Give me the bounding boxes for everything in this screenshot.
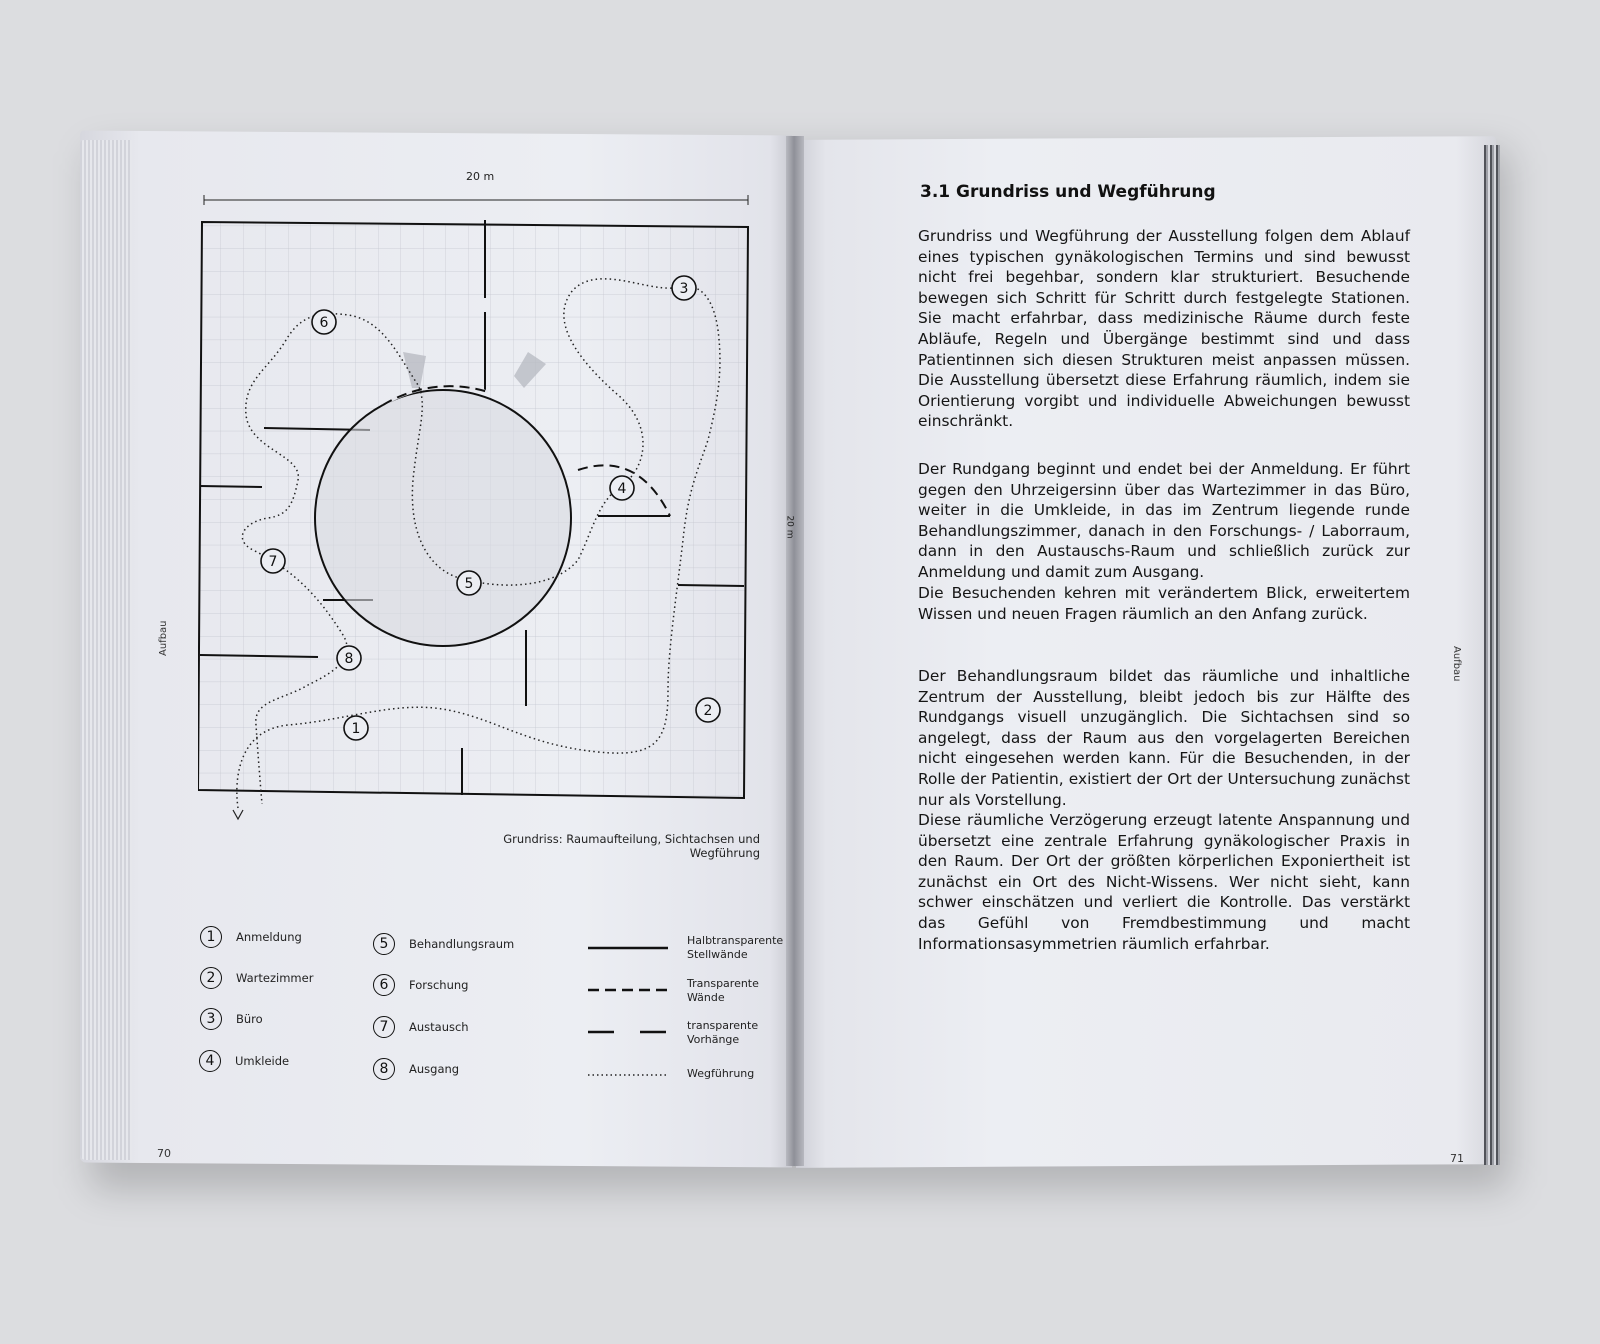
marker-8 <box>337 646 361 670</box>
floorplan-caption: Grundriss: Raumaufteilung, Sichtachsen und Wegführung <box>503 832 760 860</box>
legend-room-6 <box>373 974 468 996</box>
section-heading: 3.1 Grundriss und Wegführung <box>920 182 1216 202</box>
left-running-head: Aufbau <box>158 620 169 656</box>
legend-room-2 <box>200 967 313 989</box>
legend-number-circle: 2 <box>200 967 222 989</box>
legend-room-5 <box>373 933 514 955</box>
legend-room-label: Wartezimmer <box>236 971 314 985</box>
paragraph-text: Der Behandlungsraum bildet das räumliche und inhaltliche Zentrum der Ausstellung, bleibt jedoch bis zur Hälfte des Rundgangs visuell unzugänglich. Die Sichtachsen sind so angelegt, dass der Raum aus den vorgelagerten Bereichen nicht eingesehen werden kann. Für die Besuchenden, in der Rolle der Patientin, existiert der Ort der Untersuchung zunächst nur als Vorstellung. <box>918 667 1410 809</box>
body-paragraph-4 <box>918 666 1410 810</box>
legend-room-label: Büro <box>236 1012 263 1026</box>
legend-room-4 <box>199 1050 289 1072</box>
svg-text:3: 3 <box>679 281 689 297</box>
marker-6 <box>312 310 336 334</box>
legend-room-3 <box>200 1008 263 1030</box>
marker-7 <box>261 549 285 573</box>
right-page-number: 71 <box>1450 1152 1464 1165</box>
svg-text:8: 8 <box>344 651 354 667</box>
legend-room-label: Ausgang <box>409 1062 460 1076</box>
svg-text:5: 5 <box>464 576 474 592</box>
legend-room-1 <box>200 926 302 948</box>
svg-text:4: 4 <box>617 481 627 497</box>
floorplan-diagram <box>198 180 768 830</box>
marker-5 <box>457 571 481 595</box>
body-paragraph-3 <box>918 583 1410 624</box>
marker-4 <box>610 476 634 500</box>
paragraph-text: Der Rundgang beginnt und endet bei der Anmeldung. Er führt gegen den Uhrzeigersinn über das Wartezimmer in das Büro, weiter in die Umkleide, in das im Zentrum liegende runde Behandlungszimmer, danach in den Forschungs- / Laborraum, dann in den Austauschs-Raum und schließlich zurück zur Anmeldung und damit zum Ausgang. <box>918 460 1410 581</box>
body-paragraph-2 <box>918 459 1410 583</box>
legend-line-label-long-dashed: transparente Vorhänge <box>687 1019 759 1046</box>
legend-room-label: Forschung <box>409 978 469 992</box>
right-page-edges <box>1484 145 1500 1165</box>
svg-text:1: 1 <box>351 721 361 737</box>
legend-number-circle: 3 <box>200 1008 222 1030</box>
legend-number-circle: 8 <box>373 1058 395 1080</box>
body-paragraph-1 <box>918 226 1410 432</box>
exit-arrow <box>233 810 243 819</box>
svg-text:2: 2 <box>703 703 713 719</box>
legend-room-label: Behandlungsraum <box>409 937 515 951</box>
legend-number-circle: 5 <box>373 933 395 955</box>
marker-2 <box>696 698 720 722</box>
paragraph-text: Diese räumliche Verzögerung erzeugt latente Anspannung und übersetzt eine zentrale Erfahrung gynäkologischer Praxis in den Raum. Der Ort der größten körperlichen Exponiertheit ist zunächst ein Ort des Nicht-Wissens. Wer nicht sieht, kann schwer einschätzen und verliert die Kontrolle. Das verstärkt das Gefühl von Fremdbestimmung und macht Informationsasymmetrien räumlich erfahrbar. <box>918 811 1410 953</box>
legend-room-label: Austausch <box>409 1020 469 1034</box>
legend-number-circle: 4 <box>199 1050 221 1072</box>
left-page-number: 70 <box>157 1147 171 1160</box>
treatment-room-circle <box>315 390 571 646</box>
legend-number-circle: 7 <box>373 1016 395 1038</box>
legend-room-8 <box>373 1058 459 1080</box>
svg-text:6: 6 <box>319 315 329 331</box>
legend-room-label: Anmeldung <box>236 930 302 944</box>
legend-line-label-dotted: Wegführung <box>687 1067 755 1080</box>
dimension-top-label: 20 m <box>466 170 495 183</box>
svg-text:7: 7 <box>268 554 278 570</box>
legend-room-label: Umkleide <box>235 1054 290 1068</box>
marker-1 <box>344 716 368 740</box>
legend-number-circle: 6 <box>373 974 395 996</box>
legend-number-circle: 1 <box>200 926 222 948</box>
left-page-edges <box>80 140 132 1160</box>
body-paragraph-5 <box>918 810 1410 954</box>
paragraph-text: Die Besuchenden kehren mit verändertem Blick, erweitertem Wissen und neuen Fragen räumlich an den Anfang zurück. <box>918 584 1410 623</box>
legend-line-label-dashed: Transparente Wände <box>687 977 759 1004</box>
legend-line-samples <box>586 930 672 1080</box>
marker-3 <box>672 276 696 300</box>
book-gutter <box>786 136 804 1166</box>
legend-line-label-solid: Halbtransparente Stellwände <box>687 934 784 961</box>
paragraph-text: Grundriss und Wegführung der Ausstellung folgen dem Ablauf eines typischen gynäkologischen Termins und sind bewusst nicht frei begehbar, sondern klar strukturiert. Besuchende bewegen sich Schritt für Schritt durch festgelegte Stationen. Sie macht erfahrbar, dass medizinische Räume durch feste Abläufe, Regeln und Übergänge bestimmt sind und dass Patientinnen sich diesen Strukturen meist anpassen müssen. Die Ausstellung übersetzt diese Erfahrung räumlich, indem sie Orientierung vorgibt und individuelle Abweichungen bewusst einschränkt. <box>918 227 1410 431</box>
legend-room-7 <box>373 1016 469 1038</box>
right-running-head: Aufbau <box>1451 646 1462 682</box>
dimension-side-label: 20 m <box>784 515 795 539</box>
